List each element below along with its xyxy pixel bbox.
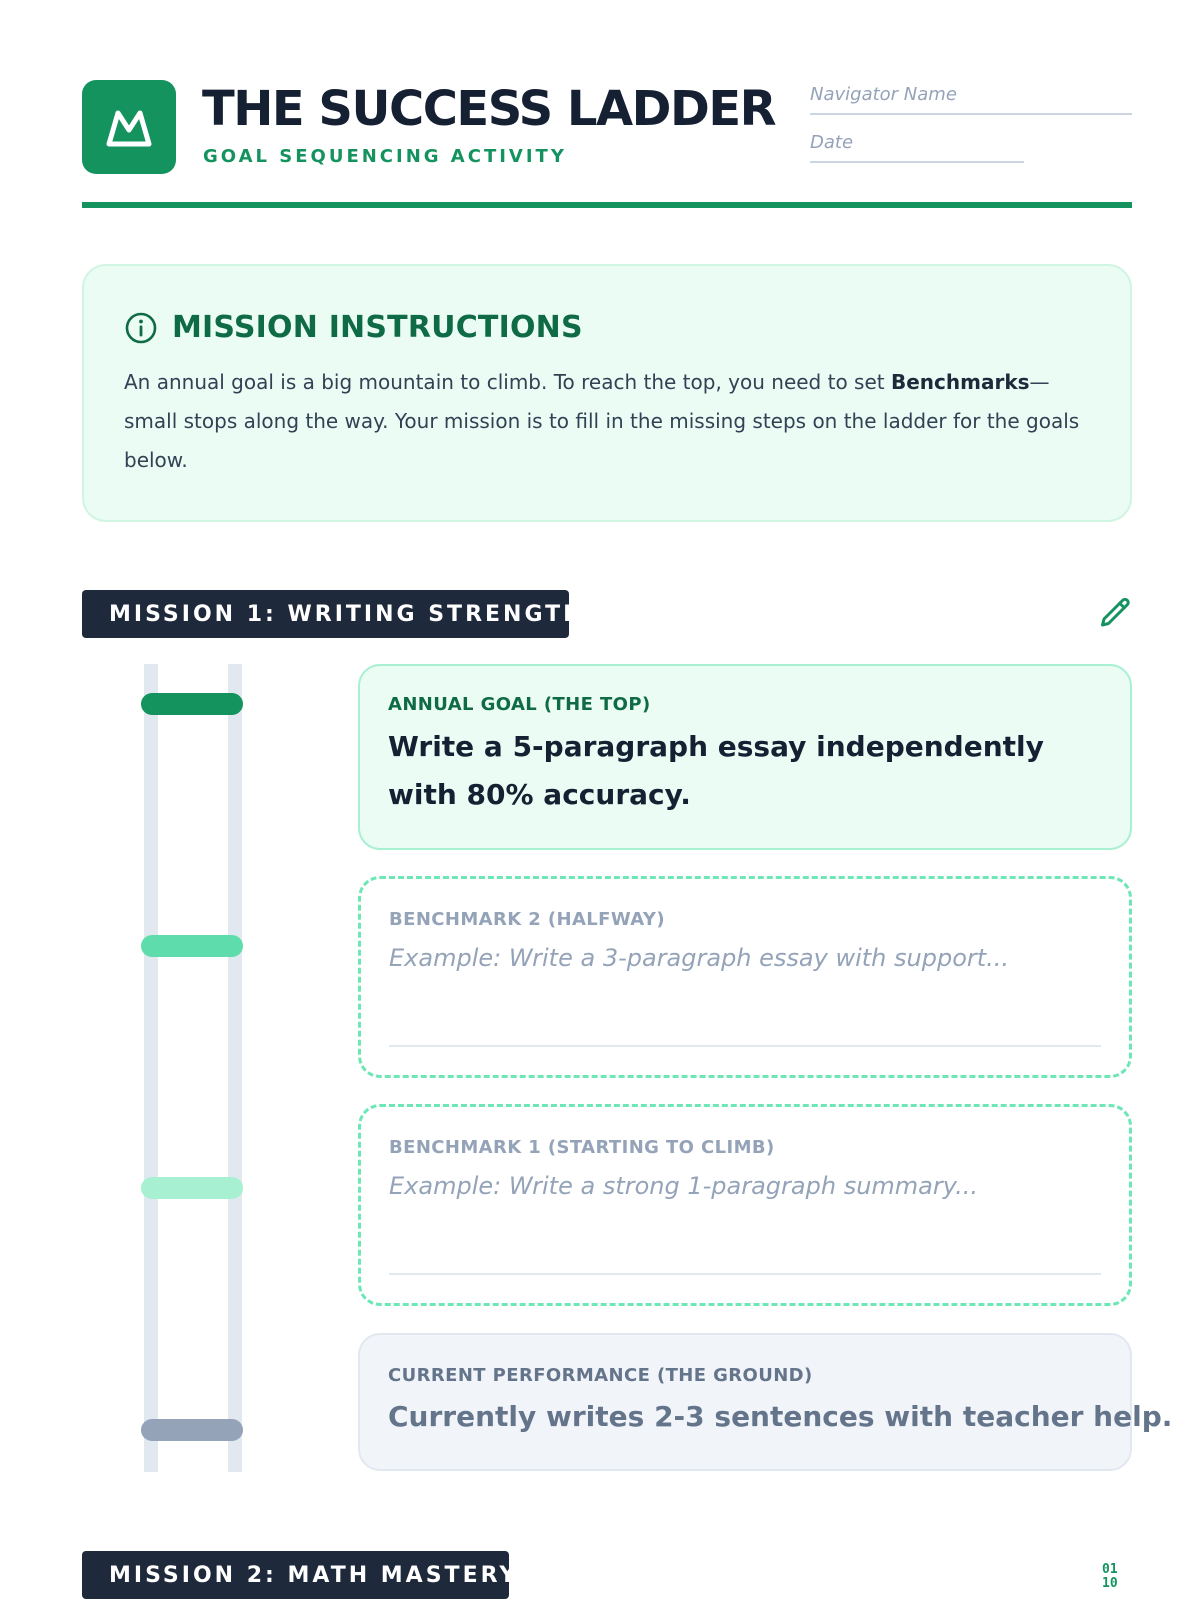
mission-1-tag: MISSION 1: WRITING STRENGTH (82, 590, 569, 638)
binary-icon-line-2: 10 (1102, 1576, 1118, 1591)
binary-icon (1102, 1563, 1118, 1591)
mountain-icon (104, 104, 154, 150)
instructions-text (124, 363, 1090, 480)
date-field[interactable]: Date (810, 132, 1024, 163)
current-performance-text: Currently writes 2-3 sentences with teacher help. (388, 1400, 1173, 1433)
mission-2-tag: MISSION 2: MATH MASTERY (82, 1551, 509, 1599)
ladder-rung-benchmark-2 (141, 935, 243, 957)
instructions-title: MISSION INSTRUCTIONS (172, 310, 583, 345)
benchmark-2-example: Example: Write a 3-paragraph essay with support... (389, 944, 1010, 972)
header-divider (82, 202, 1132, 208)
annual-goal-label: ANNUAL GOAL (THE TOP) (388, 694, 651, 715)
info-icon (124, 311, 158, 345)
benchmark-1-card[interactable] (358, 1104, 1132, 1306)
page-header (82, 80, 1132, 200)
ladder-rung-benchmark-1 (141, 1177, 243, 1199)
logo (82, 80, 176, 174)
instructions-text-part1: An annual goal is a big mountain to climb. To reach the top, you need to set (124, 370, 891, 394)
benchmark-1-label: BENCHMARK 1 (STARTING TO CLIMB) (389, 1137, 775, 1158)
benchmark-1-writing-line[interactable] (389, 1273, 1101, 1275)
instructions-text-part2: —small stops along the way. Your mission is to fill in the missing steps on the ladder for the goals below. (124, 370, 1080, 472)
mission-instructions-panel (82, 264, 1132, 522)
pencil-icon (1098, 595, 1134, 631)
benchmark-1-example: Example: Write a strong 1-paragraph summary... (389, 1172, 978, 1200)
navigator-name-field[interactable]: Navigator Name (810, 84, 1132, 115)
page-subtitle: GOAL SEQUENCING ACTIVITY (203, 146, 567, 167)
instructions-bold-term: Benchmarks (890, 370, 1030, 394)
benchmark-2-label: BENCHMARK 2 (HALFWAY) (389, 909, 665, 930)
benchmark-2-writing-line[interactable] (389, 1045, 1101, 1047)
current-performance-label: CURRENT PERFORMANCE (THE GROUND) (388, 1365, 813, 1386)
ladder-rail-left (144, 664, 158, 1472)
binary-icon-line-1: 01 (1102, 1562, 1118, 1577)
current-performance-card (358, 1333, 1173, 1471)
ladder-rung-ground (141, 1419, 243, 1441)
annual-goal-card (358, 664, 1132, 850)
annual-goal-text: Write a 5-paragraph essay independently with 80% accuracy. (388, 730, 1044, 811)
ladder-rail-right (228, 664, 242, 1472)
page-title: THE SUCCESS LADDER (202, 81, 776, 137)
benchmark-2-card[interactable] (358, 876, 1132, 1078)
ladder-rung-top (141, 693, 243, 715)
